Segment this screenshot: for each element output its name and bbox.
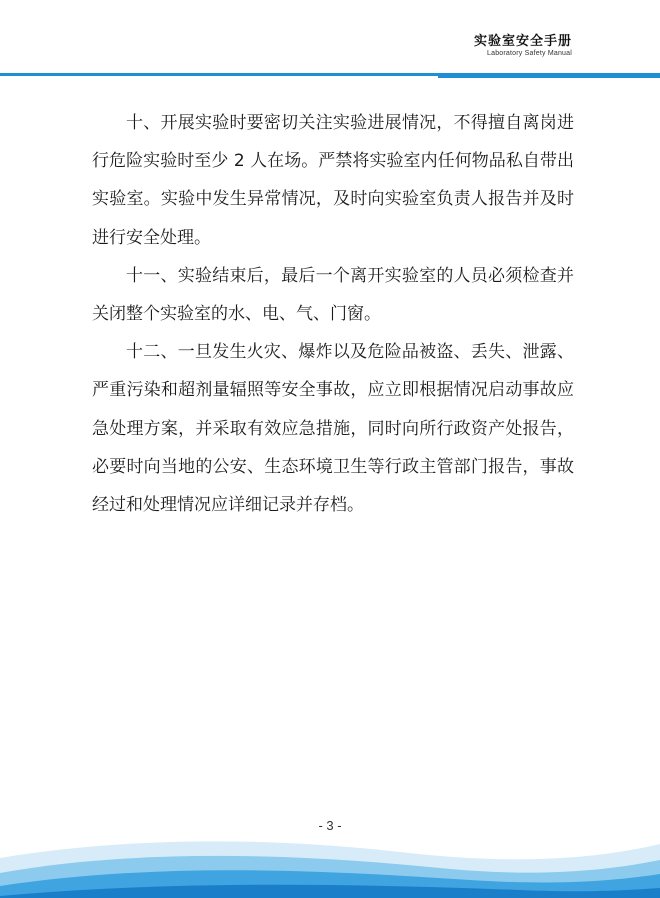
page-number: - 3 - — [318, 818, 342, 833]
page-header — [0, 0, 660, 80]
paragraph-rule-12: 十二、一旦发生火灾、爆炸以及危险品被盗、丢失、泄露、严重污染和超剂量辐照等安全事故，应立即根据情况启动事故应急处理方案，并采取有效应急措施，同时向所行政资产处报告，必要时向当地的公安、生态环境卫生等行政主管部门报告，事故经过和处理情况应详细记录并存档。 — [92, 342, 574, 516]
paragraph-rule-11: 十一、实验结束后，最后一个离开实验室的人员必须检查并关闭整个实验室的水、电、气、门窗。 — [92, 265, 574, 325]
header-rule-thin — [0, 73, 440, 76]
manual-title: 实验室安全手册 — [473, 34, 572, 49]
paragraph-rule-10: 十、开展实验时要密切关注实验进展情况，不得擅自离岗进行危险实验时至少 2 人在场。严禁将实验室内任何物品私自带出实验室。实验中发生异常情况，及时向实验室负责人报告并及时进行安全处理。 — [92, 113, 574, 248]
header-rule-thick — [438, 73, 660, 78]
header-rule — [0, 73, 660, 78]
manual-subtitle: Laboratory Safety Manual — [487, 50, 572, 57]
footer-wave-decoration — [0, 818, 660, 898]
document-body — [92, 104, 574, 524]
